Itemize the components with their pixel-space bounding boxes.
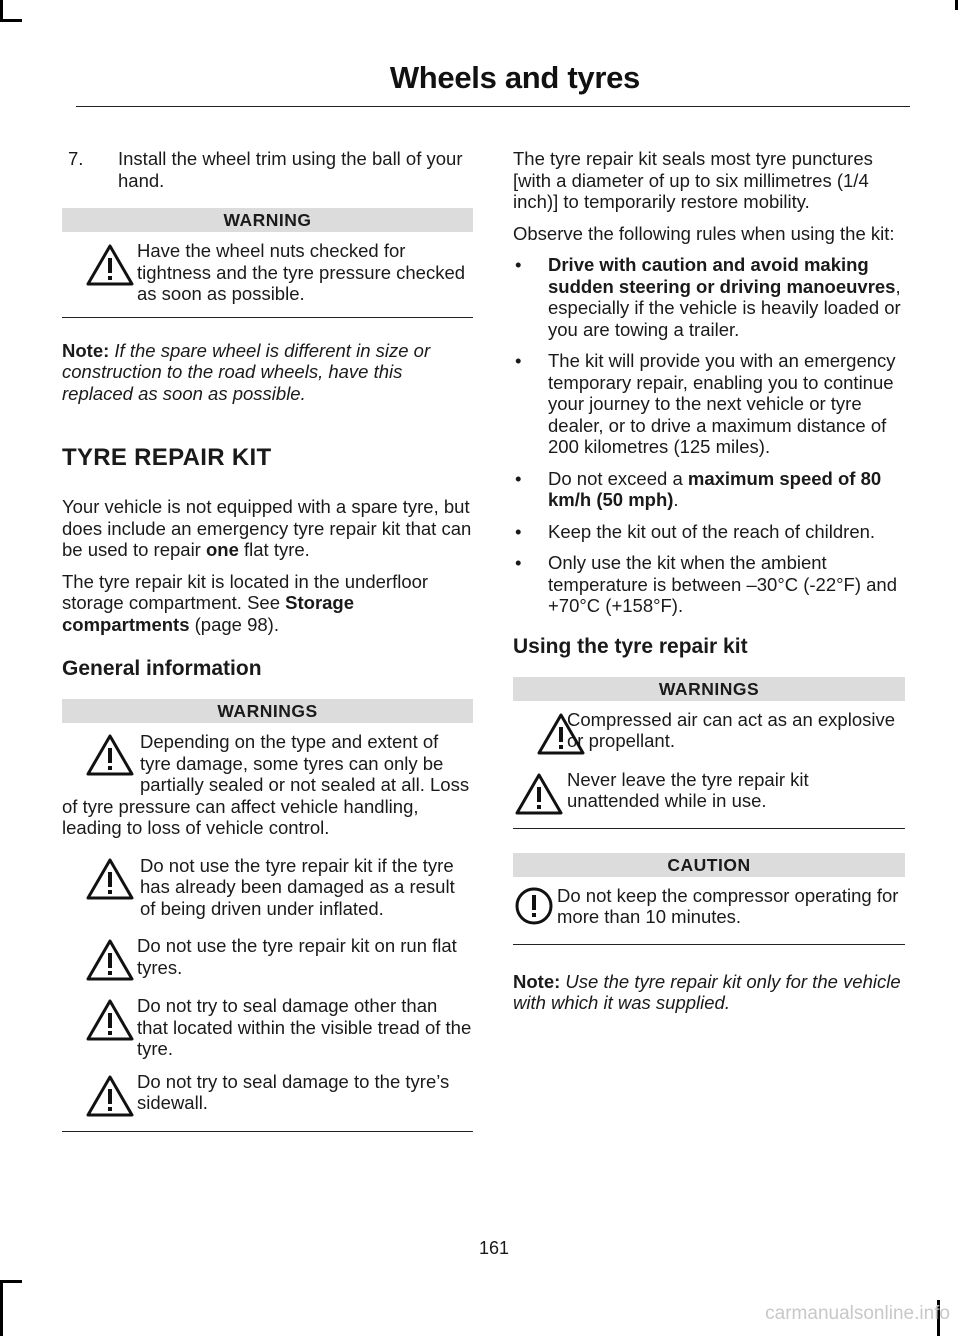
rules-list (513, 254, 905, 617)
warning-item (62, 731, 473, 839)
divider (62, 317, 473, 318)
intro-text-end: flat tyre. (238, 539, 310, 560)
warning-triangle-icon (86, 734, 134, 776)
warning-text: Have the wheel nuts checked for tightness and the tyre pressure checked as soon as possible. (137, 240, 466, 304)
step-7 (62, 148, 473, 191)
bullet: • (515, 552, 522, 573)
bullet-text: , especially if the vehicle is heavily loaded or you are towing a trailer. (548, 275, 901, 340)
divider (513, 944, 905, 945)
list-item (513, 468, 905, 511)
intro-text: Your vehicle is not equipped with a spare tyre, but does include an emergency tyre repair kit that can be used to repair (62, 496, 472, 560)
seal-paragraph: The tyre repair kit seals most tyre punctures [with a diameter of up to six millimetres (1/4 inch)] to temporarily restore mobility. (513, 148, 873, 212)
bullet-text: The kit will provide you with an emergency temporary repair, enabling you to continue your journey to the next vehicle or tyre dealer, or to drive a maximum distance of 200 kilometres (125 miles). (548, 350, 896, 457)
warnings-heading: WARNINGS (513, 677, 905, 701)
warning-item (62, 240, 473, 305)
crop-mark-tl-h (0, 19, 22, 22)
warning-triangle-icon (86, 999, 134, 1041)
warning-triangle-icon (86, 858, 134, 900)
warning-text: Do not use the tyre repair kit if the tyre has already been damaged as a result of being driven under inflated. (140, 854, 455, 919)
warning-text: Depending on the type and extent of tyre damage, some tyres can only be partially sealed or not sealed at all. Loss of tyre pressure can affect vehicle handling, leading to loss of vehicle control. (62, 731, 470, 838)
location-text: The tyre repair kit is located in the underfloor storage compartment. See (62, 570, 429, 613)
note-label: Note: (513, 970, 561, 992)
warning-text: Do not try to seal damage other than that located within the visible tread of the tyre. (137, 995, 472, 1059)
warning-triangle-icon (515, 773, 563, 815)
caution-heading: CAUTION (513, 853, 905, 877)
divider (513, 828, 905, 829)
caution-circle-icon (515, 887, 553, 925)
location-page-ref: (page 98). (189, 613, 279, 635)
right-column (513, 148, 905, 1014)
list-item (513, 350, 905, 458)
warning-triangle-icon (86, 1075, 134, 1117)
page-header-title: Wheels and tyres (389, 60, 640, 95)
left-column (62, 148, 473, 1132)
warning-text: Never leave the tyre repair kit unattended while in use. (567, 768, 809, 811)
note-text: Use the tyre repair kit only for the vehicle with which it was supplied. (513, 970, 901, 1013)
bullet-bold: maximum speed of 80 km/h (50 mph) (548, 467, 882, 510)
using-kit-title: Using the tyre repair kit (513, 634, 748, 658)
bullet: • (515, 467, 522, 489)
note-label: Note: (62, 339, 110, 361)
caution-item (513, 885, 905, 933)
warning-text: Compressed air can act as an explosive or propellant. (567, 708, 896, 751)
note (62, 340, 473, 405)
warning-item (62, 1071, 473, 1119)
list-item (513, 552, 905, 617)
bullet: • (515, 350, 522, 371)
warning-triangle-icon (86, 939, 134, 981)
bullet-bold: Drive with caution and avoid making sudden steering or driving manoeuvres (548, 254, 896, 297)
general-info-title: General information (62, 657, 262, 680)
crop-mark-bl-h (0, 1280, 22, 1283)
rules-paragraph: Observe the following rules when using the kit: (513, 222, 895, 244)
header-rule (76, 106, 910, 107)
crop-mark-tr (955, 0, 958, 10)
storage-link[interactable]: Storage compartments (62, 592, 355, 635)
warning-item (62, 855, 473, 920)
note (513, 971, 905, 1014)
warnings-heading: WARNINGS (62, 699, 473, 723)
step-number: 7. (68, 148, 84, 169)
caution-text: Do not keep the compressor operating for more than 10 minutes. (557, 884, 899, 927)
divider (62, 1131, 473, 1132)
bullet-text: Only use the kit when the ambient temperature is between –30°C (-22°F) and +70°C (+158°F). (548, 552, 897, 616)
list-item (513, 521, 905, 543)
bullet: • (515, 254, 522, 275)
warning-triangle-icon (537, 713, 585, 755)
crop-mark-bl-v (0, 1280, 3, 1336)
bullet: • (515, 520, 522, 542)
intro-paragraph (62, 496, 473, 561)
list-item (513, 254, 905, 340)
warning-item (62, 935, 473, 983)
page-number: 161 (478, 1238, 510, 1258)
bullet-text: Keep the kit out of the reach of children. (548, 520, 876, 542)
bullet-text-end: . (673, 489, 679, 510)
section-title: TYRE REPAIR KIT (62, 444, 272, 471)
location-paragraph (62, 571, 473, 636)
warning-item (513, 709, 905, 757)
warning-text: Do not use the tyre repair kit on run flat tyres. (137, 935, 457, 978)
step-text: Install the wheel trim using the ball of your hand. (118, 148, 463, 191)
note-text: If the spare wheel is different in size or construction to the road wheels, have this replaced as soon as possible. (62, 339, 431, 404)
warning-text: Do not try to seal damage to the tyre’s sidewall. (137, 1070, 450, 1113)
intro-bold: one (205, 539, 239, 560)
warning-triangle-icon (86, 244, 134, 286)
warning-item (513, 769, 905, 817)
bullet-text: Do not exceed a (548, 467, 688, 489)
warning-item (62, 995, 473, 1060)
warning-heading: WARNING (62, 208, 473, 232)
watermark: carmanualsonline.info (765, 1303, 950, 1324)
